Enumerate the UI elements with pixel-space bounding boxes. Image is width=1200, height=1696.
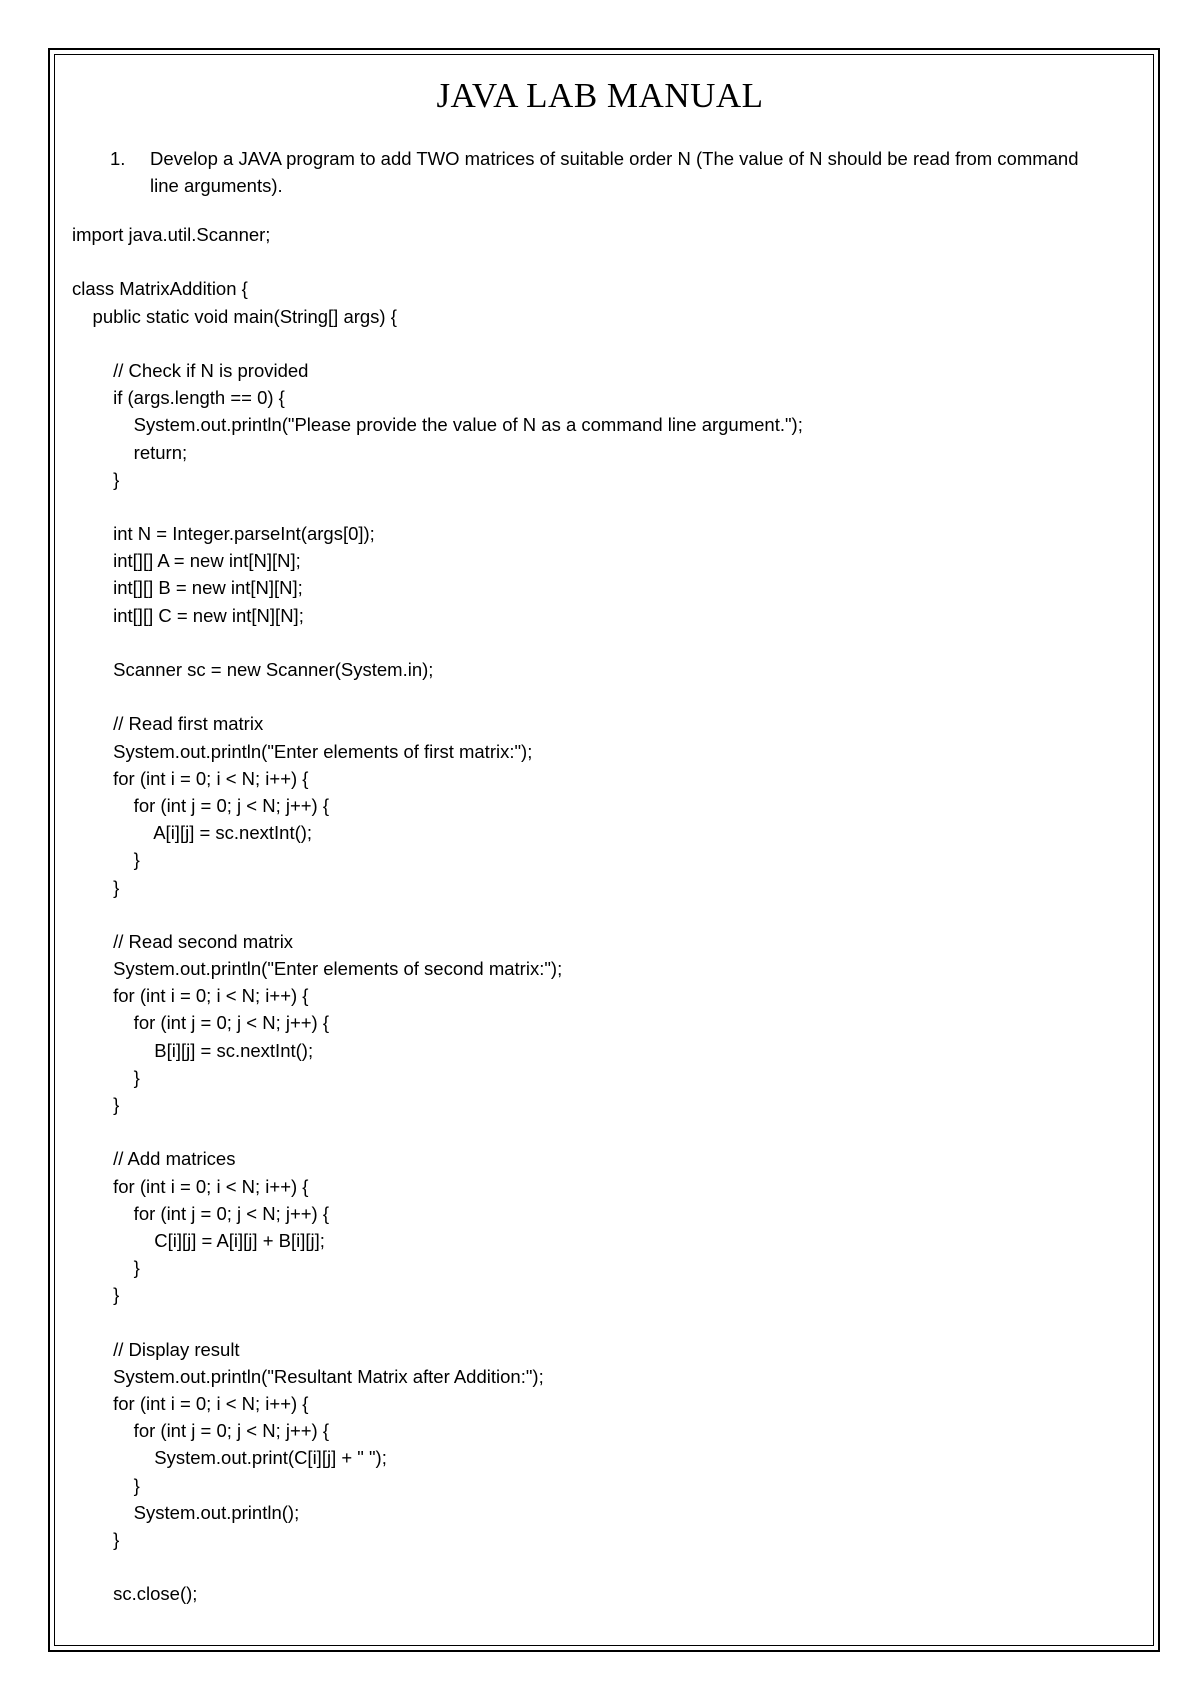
code-line	[72, 1309, 1132, 1336]
code-line: int[][] C = new int[N][N];	[72, 604, 304, 626]
code-line: }	[72, 1529, 120, 1550]
code-line: C[i][j] = A[i][j] + B[i][j];	[72, 1229, 325, 1251]
code-line: System.out.println();	[72, 1501, 300, 1523]
code-line: return;	[72, 441, 188, 463]
code-line	[72, 248, 1132, 275]
code-line: System.out.println("Please provide the value of N as a command line argument.");	[72, 414, 803, 436]
code-line: System.out.println("Enter elements of second matrix:");	[72, 958, 563, 980]
code-line: Scanner sc = new Scanner(System.in);	[72, 659, 434, 680]
code-line: }	[72, 1066, 140, 1088]
code-line: import java.util.Scanner;	[72, 224, 271, 245]
code-line: A[i][j] = sc.nextInt();	[72, 822, 313, 844]
code-line: for (int j = 0; j < N; j++) {	[72, 1012, 330, 1034]
code-line: for (int j = 0; j < N; j++) {	[72, 1202, 330, 1224]
code-line	[72, 330, 1132, 357]
code-line: int N = Integer.parseInt(args[0]);	[72, 523, 375, 545]
code-line: System.out.println("Enter elements of first matrix:");	[72, 740, 533, 762]
code-line	[72, 683, 1132, 710]
code-line: for (int i = 0; i < N; i++) {	[72, 767, 309, 789]
question-item	[110, 145, 1100, 199]
page-title: JAVA LAB MANUAL	[436, 76, 764, 115]
code-line: B[i][j] = sc.nextInt();	[72, 1039, 314, 1061]
code-line: int[][] B = new int[N][N];	[72, 577, 303, 599]
code-line: for (int i = 0; i < N; i++) {	[72, 985, 309, 1007]
code-line	[72, 1118, 1132, 1145]
code-line: public static void main(String[] args) {	[72, 305, 397, 327]
code-line: // Read first matrix	[72, 713, 264, 735]
code-line: int[][] A = new int[N][N];	[72, 550, 301, 572]
code-block	[72, 221, 1132, 1608]
code-line: for (int i = 0; i < N; i++) {	[72, 1175, 309, 1197]
code-line: for (int j = 0; j < N; j++) {	[72, 794, 330, 816]
code-line: class MatrixAddition {	[72, 278, 248, 300]
code-line: }	[72, 1257, 140, 1279]
code-line: for (int i = 0; i < N; i++) {	[72, 1393, 309, 1415]
code-line: }	[72, 1474, 140, 1496]
question-text: Develop a JAVA program to add TWO matrices of suitable order N (The value of N should be read from command line arguments).	[150, 148, 1079, 196]
code-line: }	[72, 849, 140, 871]
code-line: }	[72, 468, 120, 490]
code-line: }	[72, 1094, 120, 1115]
code-line: for (int j = 0; j < N; j++) {	[72, 1420, 330, 1442]
code-line	[72, 1553, 1132, 1580]
code-line: // Add matrices	[72, 1148, 236, 1170]
code-line: System.out.println("Resultant Matrix after Addition:");	[72, 1365, 544, 1387]
code-line: // Check if N is provided	[72, 359, 309, 381]
code-line: // Display result	[72, 1338, 240, 1360]
code-line: sc.close();	[72, 1583, 198, 1605]
code-line: }	[72, 1284, 120, 1306]
code-line	[72, 493, 1132, 520]
question-number: 1.	[110, 148, 126, 169]
code-line	[72, 629, 1132, 656]
code-line	[72, 901, 1132, 928]
code-line: // Read second matrix	[72, 930, 294, 952]
code-line: System.out.print(C[i][j] + " ");	[72, 1447, 387, 1469]
code-line: }	[72, 876, 120, 898]
code-line: if (args.length == 0) {	[72, 387, 285, 409]
